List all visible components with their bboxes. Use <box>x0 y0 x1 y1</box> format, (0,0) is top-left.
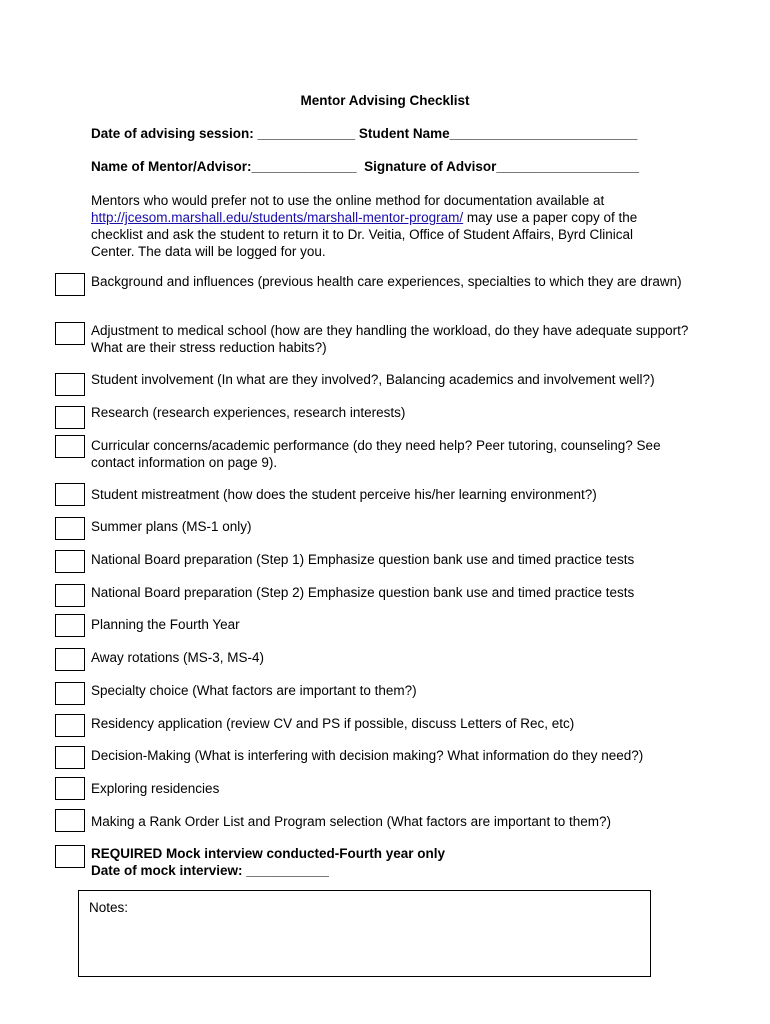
checkbox[interactable] <box>55 682 85 705</box>
checkbox[interactable] <box>55 777 85 800</box>
intro-text-after: may use a paper copy of the checklist and ask the student to return it to Dr. Veitia, Office of Student Affairs, Byrd Clinical Center. The data will be logged for you. <box>91 210 638 259</box>
mock-interview-date-field: Date of mock interview: ___________ <box>91 863 329 878</box>
item-label: Exploring residencies <box>91 781 220 796</box>
item-label: Planning the Fourth Year <box>91 617 240 632</box>
checkbox[interactable] <box>55 648 85 671</box>
item-label: Making a Rank Order List and Program selection (What factors are important to them?) <box>91 814 611 829</box>
item-label <box>91 845 691 879</box>
checkbox[interactable] <box>55 550 85 573</box>
page-title: Mentor Advising Checklist <box>300 93 470 108</box>
checkbox[interactable] <box>55 845 85 868</box>
item-label: Research (research experiences, research interests) <box>91 405 406 420</box>
checkbox[interactable] <box>55 746 85 769</box>
checkbox[interactable] <box>55 435 85 458</box>
mentor-signature-fields: Name of Mentor/Advisor:______________ Signature of Advisor___________________ <box>91 159 640 174</box>
checkbox[interactable] <box>55 483 85 506</box>
item-label: Residency application (review CV and PS if possible, discuss Letters of Rec, etc) <box>91 716 575 731</box>
notes-label: Notes: <box>89 900 129 915</box>
item-label: Away rotations (MS-3, MS-4) <box>91 650 265 665</box>
mock-interview-label: REQUIRED Mock interview conducted-Fourth year only <box>91 846 446 861</box>
checkbox[interactable] <box>55 517 85 540</box>
intro-text-before: Mentors who would prefer not to use the online method for documentation available at <box>91 193 605 208</box>
checkbox[interactable] <box>55 322 85 345</box>
item-label: Background and influences (previous health care experiences, specialties to which they are drawn) <box>91 274 682 289</box>
item-label: Summer plans (MS-1 only) <box>91 519 252 534</box>
checkbox[interactable] <box>55 809 85 832</box>
item-label: Curricular concerns/academic performance (do they need help? Peer tutoring, counseling? See contact information on page 9). <box>91 438 661 470</box>
intro-paragraph <box>91 192 661 260</box>
item-label: National Board preparation (Step 2) Emphasize question bank use and timed practice tests <box>91 585 635 600</box>
item-label: National Board preparation (Step 1) Emphasize question bank use and timed practice tests <box>91 552 635 567</box>
checkbox[interactable] <box>55 714 85 737</box>
item-label: Specialty choice (What factors are important to them?) <box>91 683 417 698</box>
item-label: Decision-Making (What is interfering with decision making? What information do they need?) <box>91 748 644 763</box>
mentor-program-link[interactable]: http://jcesom.marshall.edu/students/marshall-mentor-program/ <box>91 210 464 225</box>
notes-box[interactable] <box>78 890 651 977</box>
checkbox[interactable] <box>55 406 85 429</box>
checkbox[interactable] <box>55 373 85 396</box>
checkbox[interactable] <box>55 273 85 296</box>
item-label: Student mistreatment (how does the student perceive his/her learning environment?) <box>91 487 597 502</box>
checkbox[interactable] <box>55 614 85 637</box>
item-label: Student involvement (In what are they involved?, Balancing academics and involvement well?) <box>91 372 655 387</box>
checkbox[interactable] <box>55 584 85 607</box>
session-student-fields: Date of advising session: _____________ Student Name_________________________ <box>91 126 638 141</box>
item-label: Adjustment to medical school (how are they handling the workload, do they have adequate support? What are their stress reduction habits?) <box>91 323 689 355</box>
